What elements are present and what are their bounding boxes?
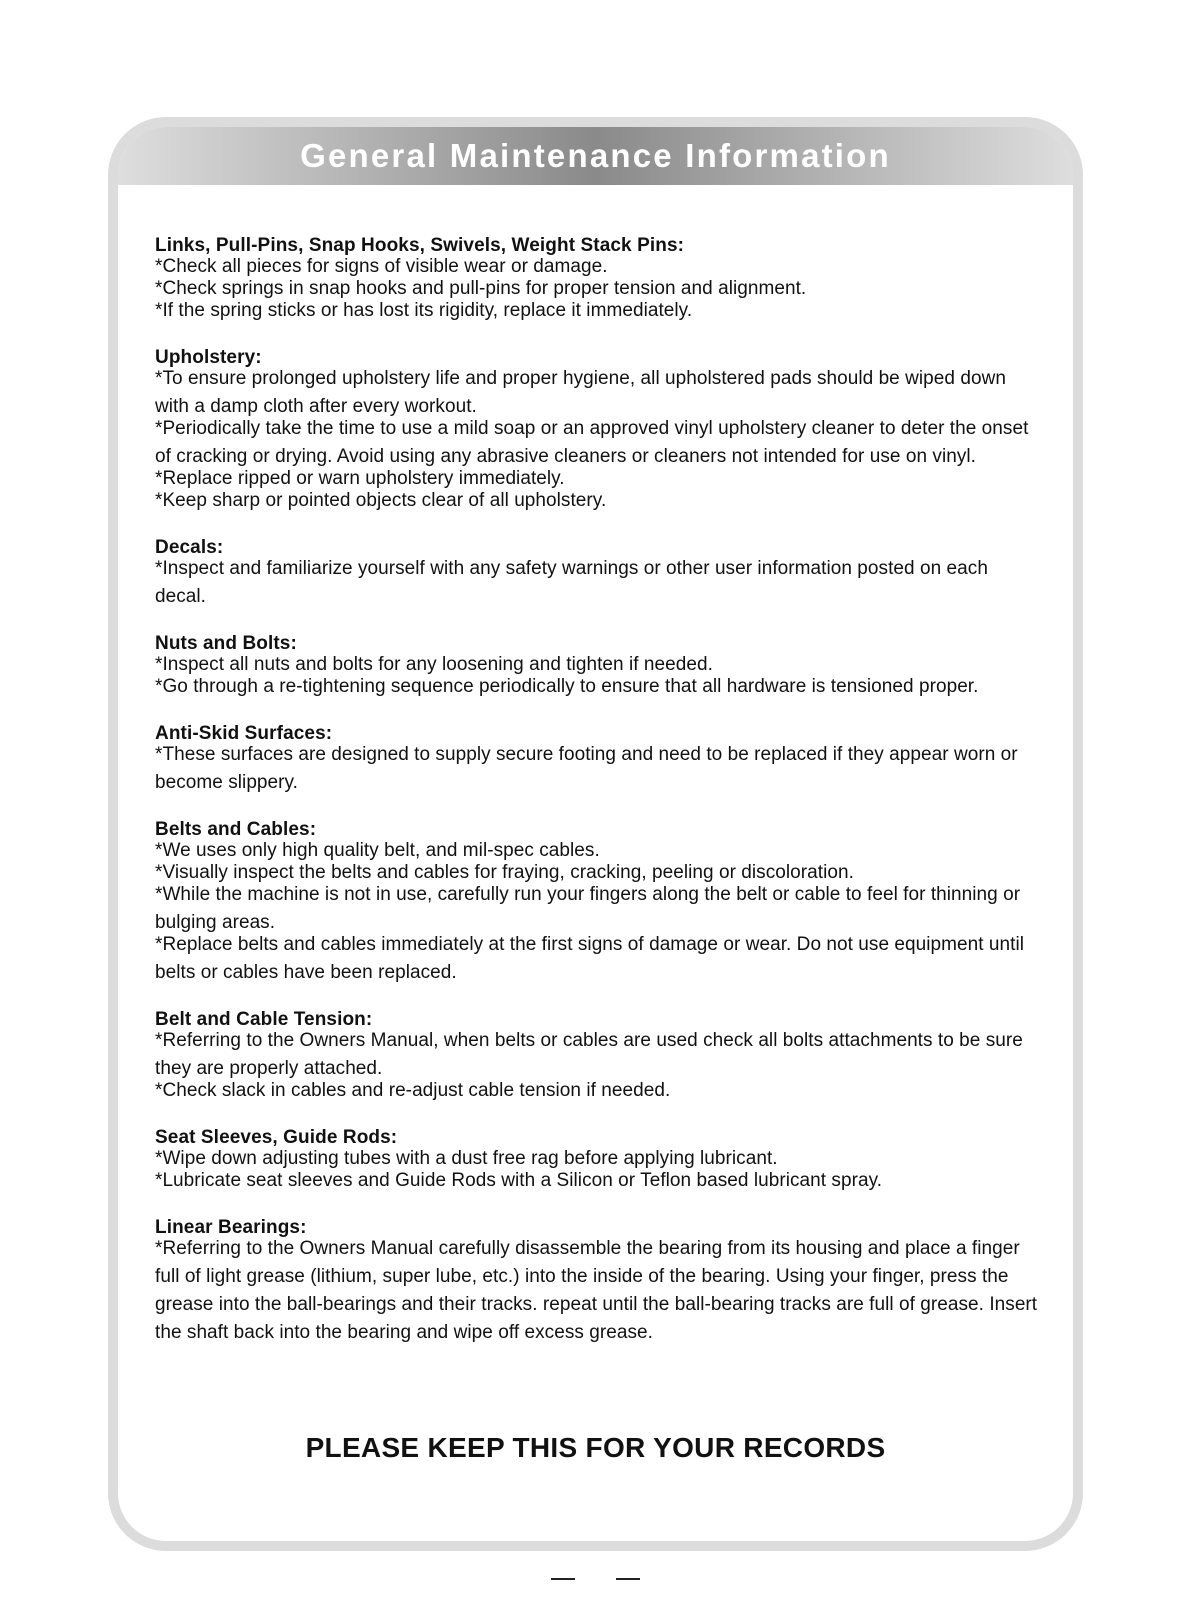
section-line: *Keep sharp or pointed objects clear of all upholstery. bbox=[155, 490, 607, 511]
section-nuts-bolts bbox=[155, 633, 1040, 701]
section-line: *Periodically take the time to use a mild soap or an approved vinyl upholstery cleaner to deter the onset of cracking or drying. Avoid using any abrasive cleaners or cleaners not intended for use on vinyl. bbox=[155, 418, 1029, 467]
section-upholstery bbox=[155, 347, 1040, 515]
section-heading: Linear Bearings: bbox=[155, 1217, 307, 1238]
section-line: *We uses only high quality belt, and mil-spec cables. bbox=[155, 840, 600, 861]
section-line: *Go through a re-tightening sequence periodically to ensure that all hardware is tensioned proper. bbox=[155, 676, 979, 697]
section-line: *Lubricate seat sleeves and Guide Rods with a Silicon or Teflon based lubricant spray. bbox=[155, 1170, 883, 1191]
section-line: *If the spring sticks or has lost its rigidity, replace it immediately. bbox=[155, 300, 693, 321]
page-number-dash-left bbox=[551, 1578, 575, 1580]
section-line: *Referring to the Owners Manual carefully disassemble the bearing from its housing and place a finger full of light grease (lithium, super lube, etc.) into the inside of the bearing. Using your finger, press the grease into the ball-bearings and their tracks. repeat until the ball-bearing tracks are full of grease. Insert the shaft back into the bearing and wipe off excess grease. bbox=[155, 1238, 1038, 1343]
section-belt-cable-tension bbox=[155, 1009, 1040, 1105]
header-band bbox=[118, 127, 1073, 185]
section-seat-sleeves bbox=[155, 1127, 1040, 1195]
section-line: *Check all pieces for signs of visible wear or damage. bbox=[155, 256, 608, 277]
section-anti-skid bbox=[155, 723, 1040, 797]
section-line: *These surfaces are designed to supply secure footing and need to be replaced if they appear worn or become slippery. bbox=[155, 744, 1018, 793]
page-number-dash-right bbox=[616, 1578, 640, 1580]
section-line: *Wipe down adjusting tubes with a dust free rag before applying lubricant. bbox=[155, 1148, 778, 1169]
section-line: *While the machine is not in use, carefully run your fingers along the belt or cable to feel for thinning or bulging areas. bbox=[155, 884, 1021, 933]
section-links-pins bbox=[155, 235, 1040, 325]
maintenance-content bbox=[155, 235, 1040, 1369]
section-heading: Anti-Skid Surfaces: bbox=[155, 723, 333, 744]
section-line: *Check springs in snap hooks and pull-pins for proper tension and alignment. bbox=[155, 278, 807, 299]
section-line: *To ensure prolonged upholstery life and proper hygiene, all upholstered pads should be wiped down with a damp cloth after every workout. bbox=[155, 368, 1006, 417]
section-line: *Replace ripped or warn upholstery immediately. bbox=[155, 468, 565, 489]
section-heading: Seat Sleeves, Guide Rods: bbox=[155, 1127, 398, 1148]
page-title: General Maintenance Information bbox=[300, 137, 891, 174]
section-heading: Upholstery: bbox=[155, 347, 262, 368]
section-line: *Referring to the Owners Manual, when belts or cables are used check all bolts attachments to be sure they are properly attached. bbox=[155, 1030, 1023, 1079]
section-line: *Visually inspect the belts and cables for fraying, cracking, peeling or discoloration. bbox=[155, 862, 854, 883]
section-heading: Links, Pull-Pins, Snap Hooks, Swivels, Weight Stack Pins: bbox=[155, 235, 685, 256]
section-belts-cables bbox=[155, 819, 1040, 987]
section-heading: Nuts and Bolts: bbox=[155, 633, 297, 654]
section-line: *Replace belts and cables immediately at the first signs of damage or wear. Do not use equipment until belts or cables have been replaced. bbox=[155, 934, 1025, 983]
section-heading: Belt and Cable Tension: bbox=[155, 1009, 373, 1030]
maintenance-panel bbox=[108, 117, 1083, 1551]
records-note: PLEASE KEEP THIS FOR YOUR RECORDS bbox=[305, 1432, 886, 1463]
section-linear-bearings bbox=[155, 1217, 1040, 1347]
section-heading: Belts and Cables: bbox=[155, 819, 317, 840]
section-line: *Check slack in cables and re-adjust cable tension if needed. bbox=[155, 1080, 671, 1101]
section-decals bbox=[155, 537, 1040, 611]
section-line: *Inspect all nuts and bolts for any loosening and tighten if needed. bbox=[155, 654, 713, 675]
section-line: *Inspect and familiarize yourself with any safety warnings or other user information posted on each decal. bbox=[155, 558, 988, 607]
section-heading: Decals: bbox=[155, 537, 224, 558]
